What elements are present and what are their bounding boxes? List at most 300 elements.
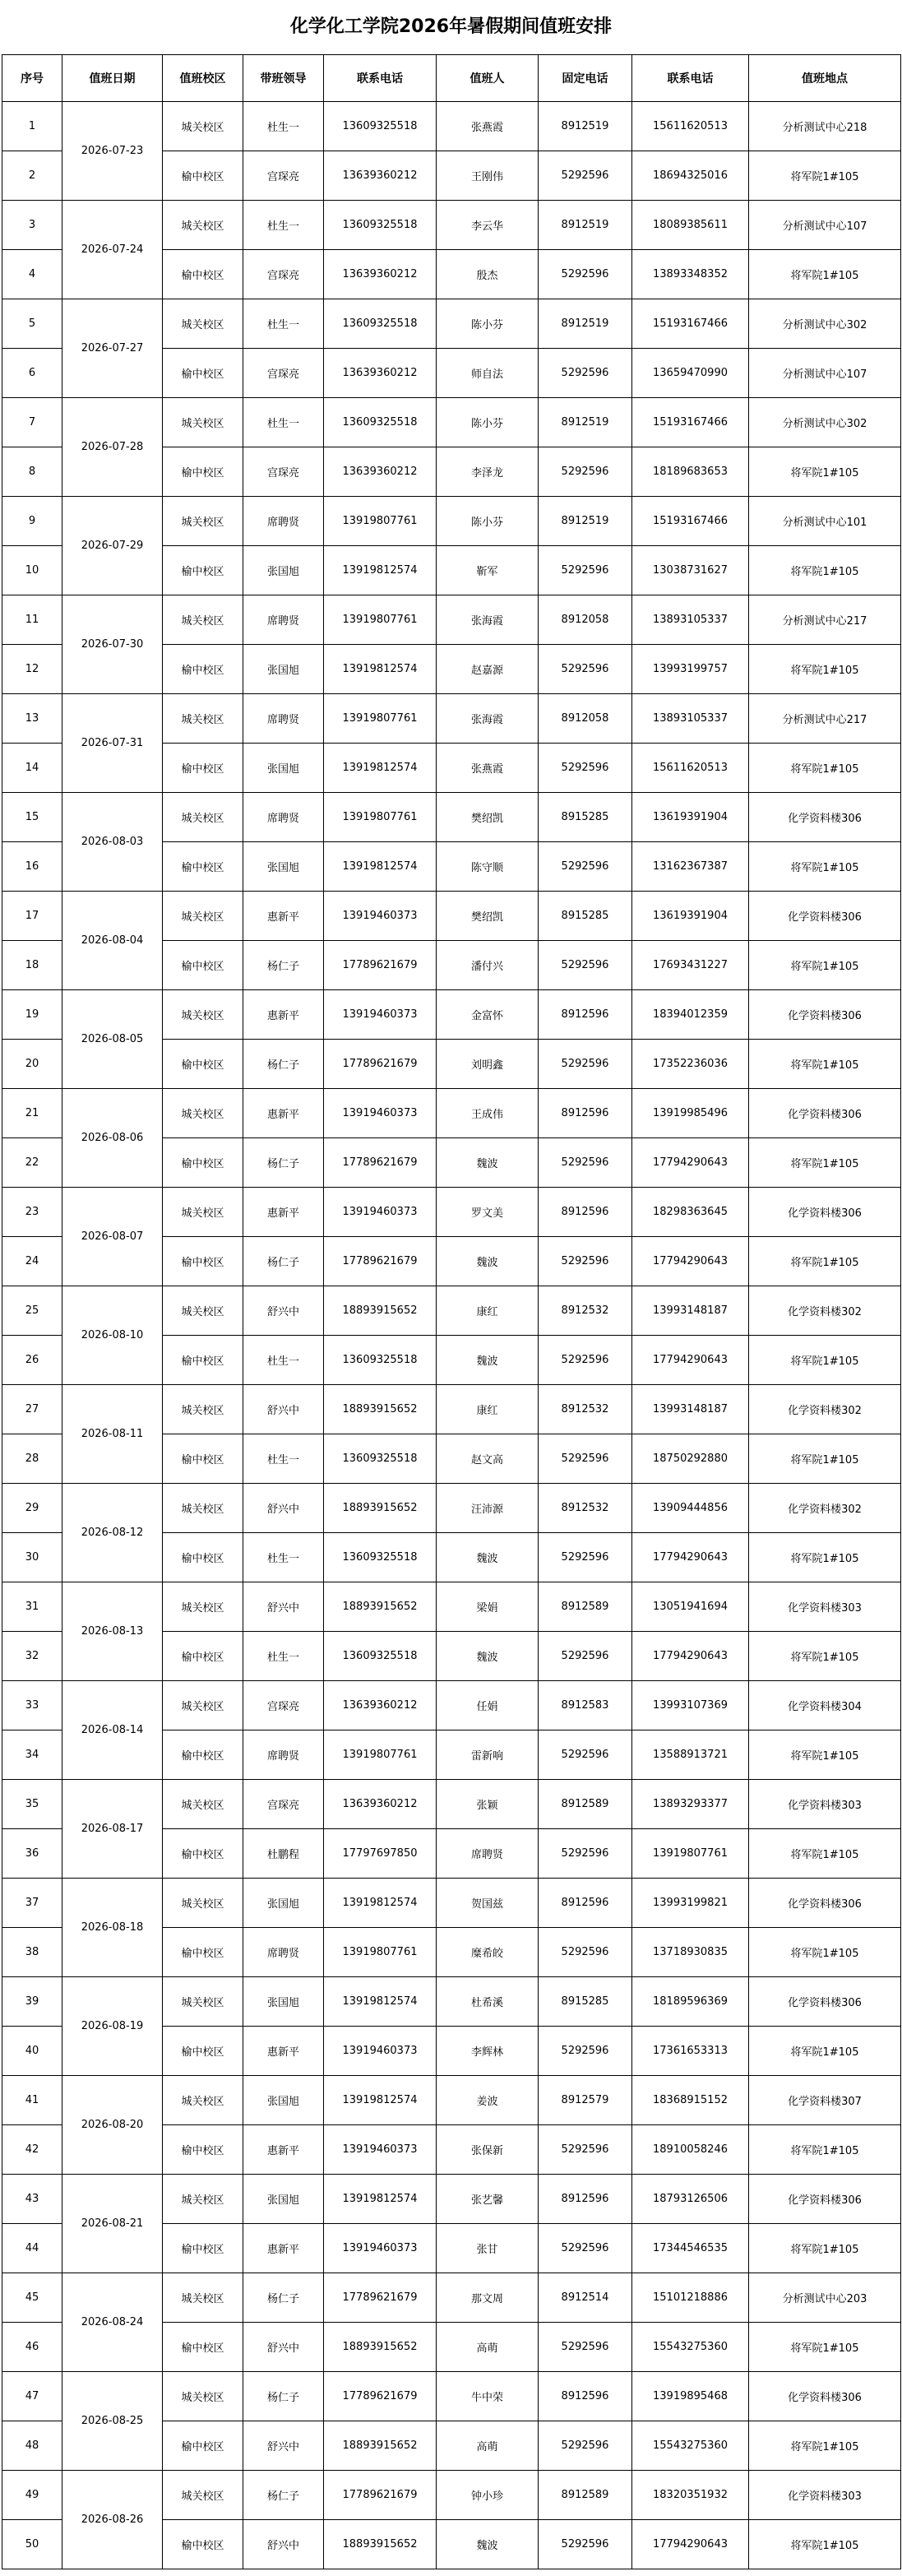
cell-leader: 舒兴中 bbox=[243, 2323, 324, 2372]
cell-leader-phone: 17789621679 bbox=[324, 2273, 437, 2323]
cell-location: 分析测试中心302 bbox=[749, 398, 901, 447]
cell-campus: 城关校区 bbox=[163, 2471, 243, 2520]
cell-leader-phone: 17789621679 bbox=[324, 2372, 437, 2421]
cell-campus: 城关校区 bbox=[163, 1286, 243, 1336]
cell-campus: 城关校区 bbox=[163, 1484, 243, 1533]
cell-campus: 城关校区 bbox=[163, 1582, 243, 1632]
cell-leader-phone: 13919812574 bbox=[324, 1977, 437, 2027]
cell-no: 31 bbox=[2, 1582, 62, 1632]
cell-leader: 宫琛亮 bbox=[243, 349, 324, 398]
cell-staff-phone: 18368915152 bbox=[632, 2076, 749, 2125]
cell-staff-phone: 13893105337 bbox=[632, 595, 749, 645]
cell-no: 14 bbox=[2, 744, 62, 793]
table-row bbox=[2, 102, 901, 151]
cell-fixed-phone: 5292596 bbox=[539, 349, 632, 398]
cell-location: 化学资料楼302 bbox=[749, 1286, 901, 1336]
table-body bbox=[2, 102, 901, 2569]
cell-fixed-phone: 5292596 bbox=[539, 2323, 632, 2372]
cell-date: 2026-08-19 bbox=[62, 1977, 163, 2076]
cell-no: 4 bbox=[2, 250, 62, 299]
cell-staff-phone: 15611620513 bbox=[632, 744, 749, 793]
cell-leader-phone: 13609325518 bbox=[324, 398, 437, 447]
cell-fixed-phone: 5292596 bbox=[539, 546, 632, 595]
cell-location: 化学资料楼306 bbox=[749, 1879, 901, 1928]
cell-campus: 城关校区 bbox=[163, 1188, 243, 1237]
cell-fixed-phone: 8912514 bbox=[539, 2273, 632, 2323]
cell-leader: 杜生一 bbox=[243, 1336, 324, 1385]
cell-staff: 魏波 bbox=[437, 1237, 539, 1286]
cell-leader: 席聘贤 bbox=[243, 1730, 324, 1780]
cell-campus: 榆中校区 bbox=[163, 1730, 243, 1780]
column-header-campus: 值班校区 bbox=[163, 55, 243, 102]
cell-no: 15 bbox=[2, 793, 62, 842]
cell-staff-phone: 18750292880 bbox=[632, 1434, 749, 1484]
cell-no: 10 bbox=[2, 546, 62, 595]
cell-staff-phone: 13038731627 bbox=[632, 546, 749, 595]
column-header-fixed-phone: 固定电话 bbox=[539, 55, 632, 102]
cell-leader: 杜生一 bbox=[243, 1434, 324, 1484]
cell-staff: 陈小芬 bbox=[437, 398, 539, 447]
cell-no: 24 bbox=[2, 1237, 62, 1286]
cell-campus: 榆中校区 bbox=[163, 941, 243, 990]
table-row bbox=[2, 299, 901, 349]
cell-campus: 榆中校区 bbox=[163, 250, 243, 299]
cell-staff: 魏波 bbox=[437, 1533, 539, 1582]
table-row bbox=[2, 990, 901, 1040]
cell-campus: 城关校区 bbox=[163, 892, 243, 941]
cell-no: 22 bbox=[2, 1138, 62, 1188]
cell-location: 将军院1#105 bbox=[749, 1928, 901, 1977]
cell-staff: 梁娟 bbox=[437, 1582, 539, 1632]
cell-staff: 高萌 bbox=[437, 2323, 539, 2372]
cell-no: 9 bbox=[2, 497, 62, 546]
cell-date: 2026-08-21 bbox=[62, 2175, 163, 2273]
cell-leader: 席聘贤 bbox=[243, 793, 324, 842]
cell-leader-phone: 17789621679 bbox=[324, 1040, 437, 1089]
cell-leader-phone: 13919807761 bbox=[324, 694, 437, 744]
cell-location: 将军院1#105 bbox=[749, 2027, 901, 2076]
cell-campus: 榆中校区 bbox=[163, 2027, 243, 2076]
cell-location: 分析测试中心107 bbox=[749, 349, 901, 398]
cell-leader: 张国旭 bbox=[243, 744, 324, 793]
cell-staff: 刘明鑫 bbox=[437, 1040, 539, 1089]
table-row bbox=[2, 1780, 901, 1829]
cell-no: 49 bbox=[2, 2471, 62, 2520]
cell-campus: 城关校区 bbox=[163, 1385, 243, 1434]
table-row bbox=[2, 1879, 901, 1928]
cell-leader-phone: 13639360212 bbox=[324, 1681, 437, 1730]
cell-staff: 张海霞 bbox=[437, 595, 539, 645]
cell-staff-phone: 13893105337 bbox=[632, 694, 749, 744]
cell-no: 38 bbox=[2, 1928, 62, 1977]
cell-leader: 张国旭 bbox=[243, 645, 324, 694]
cell-staff: 姜波 bbox=[437, 2076, 539, 2125]
cell-staff: 李辉林 bbox=[437, 2027, 539, 2076]
cell-staff: 魏波 bbox=[437, 2520, 539, 2569]
page-title: 化学化工学院2026年暑假期间值班安排 bbox=[289, 16, 613, 37]
cell-date: 2026-07-27 bbox=[62, 299, 163, 398]
table-row bbox=[2, 1681, 901, 1730]
cell-staff-phone: 15543275360 bbox=[632, 2421, 749, 2471]
cell-location: 将军院1#105 bbox=[749, 645, 901, 694]
cell-campus: 城关校区 bbox=[163, 1977, 243, 2027]
cell-no: 11 bbox=[2, 595, 62, 645]
cell-staff-phone: 13588913721 bbox=[632, 1730, 749, 1780]
cell-campus: 榆中校区 bbox=[163, 546, 243, 595]
cell-location: 化学资料楼306 bbox=[749, 793, 901, 842]
cell-leader: 杨仁子 bbox=[243, 1138, 324, 1188]
cell-staff-phone: 13993199821 bbox=[632, 1879, 749, 1928]
cell-location: 将军院1#105 bbox=[749, 447, 901, 497]
cell-staff-phone: 17794290643 bbox=[632, 1138, 749, 1188]
cell-staff: 张甘 bbox=[437, 2224, 539, 2273]
table-row bbox=[2, 1188, 901, 1237]
cell-no: 46 bbox=[2, 2323, 62, 2372]
cell-fixed-phone: 8912532 bbox=[539, 1484, 632, 1533]
cell-date: 2026-08-13 bbox=[62, 1582, 163, 1681]
cell-staff: 汪沛源 bbox=[437, 1484, 539, 1533]
cell-date: 2026-08-10 bbox=[62, 1286, 163, 1385]
cell-staff: 那文周 bbox=[437, 2273, 539, 2323]
cell-staff: 殷杰 bbox=[437, 250, 539, 299]
cell-staff: 高萌 bbox=[437, 2421, 539, 2471]
cell-staff: 王成伟 bbox=[437, 1089, 539, 1138]
cell-fixed-phone: 5292596 bbox=[539, 2027, 632, 2076]
cell-location: 分析测试中心203 bbox=[749, 2273, 901, 2323]
cell-staff: 赵嘉源 bbox=[437, 645, 539, 694]
column-header-staff-phone: 联系电话 bbox=[632, 55, 749, 102]
cell-location: 将军院1#105 bbox=[749, 1336, 901, 1385]
cell-fixed-phone: 8912589 bbox=[539, 2471, 632, 2520]
cell-leader: 张国旭 bbox=[243, 2076, 324, 2125]
cell-campus: 榆中校区 bbox=[163, 447, 243, 497]
cell-location: 将军院1#105 bbox=[749, 1632, 901, 1681]
cell-location: 将军院1#105 bbox=[749, 941, 901, 990]
cell-campus: 城关校区 bbox=[163, 1681, 243, 1730]
cell-location: 分析测试中心107 bbox=[749, 201, 901, 250]
cell-staff-phone: 13919807761 bbox=[632, 1829, 749, 1879]
cell-no: 47 bbox=[2, 2372, 62, 2421]
cell-leader-phone: 13919807761 bbox=[324, 1928, 437, 1977]
cell-no: 28 bbox=[2, 1434, 62, 1484]
cell-no: 8 bbox=[2, 447, 62, 497]
cell-fixed-phone: 5292596 bbox=[539, 447, 632, 497]
cell-no: 48 bbox=[2, 2421, 62, 2471]
cell-staff-phone: 15193167466 bbox=[632, 398, 749, 447]
table-row bbox=[2, 694, 901, 744]
cell-leader: 席聘贤 bbox=[243, 694, 324, 744]
cell-fixed-phone: 8912596 bbox=[539, 1188, 632, 1237]
cell-fixed-phone: 8912596 bbox=[539, 2372, 632, 2421]
column-header-staff: 值班人 bbox=[437, 55, 539, 102]
cell-campus: 城关校区 bbox=[163, 2076, 243, 2125]
cell-date: 2026-08-04 bbox=[62, 892, 163, 990]
cell-no: 6 bbox=[2, 349, 62, 398]
cell-location: 分析测试中心218 bbox=[749, 102, 901, 151]
cell-location: 将军院1#105 bbox=[749, 1138, 901, 1188]
cell-no: 1 bbox=[2, 102, 62, 151]
cell-staff-phone: 18793126506 bbox=[632, 2175, 749, 2224]
cell-staff-phone: 13162367387 bbox=[632, 842, 749, 892]
cell-leader-phone: 18893915652 bbox=[324, 2520, 437, 2569]
cell-leader: 惠新平 bbox=[243, 1089, 324, 1138]
cell-leader: 宫琛亮 bbox=[243, 250, 324, 299]
cell-staff: 赵文高 bbox=[437, 1434, 539, 1484]
cell-staff: 魏波 bbox=[437, 1632, 539, 1681]
cell-staff: 康红 bbox=[437, 1286, 539, 1336]
cell-leader-phone: 13919460373 bbox=[324, 1188, 437, 1237]
cell-location: 将军院1#105 bbox=[749, 1040, 901, 1089]
cell-staff: 魏波 bbox=[437, 1336, 539, 1385]
cell-staff-phone: 17794290643 bbox=[632, 1632, 749, 1681]
cell-campus: 城关校区 bbox=[163, 299, 243, 349]
cell-leader-phone: 18893915652 bbox=[324, 2421, 437, 2471]
cell-staff-phone: 15611620513 bbox=[632, 102, 749, 151]
cell-staff-phone: 13051941694 bbox=[632, 1582, 749, 1632]
cell-staff: 贺国兹 bbox=[437, 1879, 539, 1928]
cell-fixed-phone: 8912596 bbox=[539, 1879, 632, 1928]
cell-location: 化学资料楼306 bbox=[749, 990, 901, 1040]
cell-leader: 张国旭 bbox=[243, 1879, 324, 1928]
cell-no: 27 bbox=[2, 1385, 62, 1434]
cell-location: 将军院1#105 bbox=[749, 2125, 901, 2175]
cell-leader-phone: 13919812574 bbox=[324, 1879, 437, 1928]
table-row bbox=[2, 892, 901, 941]
cell-fixed-phone: 5292596 bbox=[539, 2421, 632, 2471]
cell-leader-phone: 13919812574 bbox=[324, 645, 437, 694]
cell-leader-phone: 13919812574 bbox=[324, 744, 437, 793]
cell-staff: 席聘贤 bbox=[437, 1829, 539, 1879]
cell-fixed-phone: 8915285 bbox=[539, 793, 632, 842]
cell-campus: 城关校区 bbox=[163, 1879, 243, 1928]
cell-leader-phone: 13639360212 bbox=[324, 1780, 437, 1829]
cell-leader: 惠新平 bbox=[243, 990, 324, 1040]
cell-leader-phone: 13639360212 bbox=[324, 447, 437, 497]
cell-leader: 杜生一 bbox=[243, 1533, 324, 1582]
cell-staff-phone: 18089385611 bbox=[632, 201, 749, 250]
cell-staff-phone: 18189596369 bbox=[632, 1977, 749, 2027]
cell-leader-phone: 13639360212 bbox=[324, 151, 437, 201]
cell-campus: 榆中校区 bbox=[163, 1829, 243, 1879]
cell-leader: 宫琛亮 bbox=[243, 1681, 324, 1730]
cell-leader: 张国旭 bbox=[243, 546, 324, 595]
cell-fixed-phone: 5292596 bbox=[539, 842, 632, 892]
cell-location: 将军院1#105 bbox=[749, 1237, 901, 1286]
cell-leader-phone: 13609325518 bbox=[324, 299, 437, 349]
cell-location: 将军院1#105 bbox=[749, 2421, 901, 2471]
cell-fixed-phone: 8912596 bbox=[539, 1089, 632, 1138]
cell-leader: 舒兴中 bbox=[243, 1484, 324, 1533]
table-row bbox=[2, 2372, 901, 2421]
cell-location: 将军院1#105 bbox=[749, 1434, 901, 1484]
cell-campus: 榆中校区 bbox=[163, 349, 243, 398]
cell-campus: 城关校区 bbox=[163, 2273, 243, 2323]
cell-leader-phone: 13919460373 bbox=[324, 892, 437, 941]
cell-staff-phone: 13893293377 bbox=[632, 1780, 749, 1829]
cell-campus: 榆中校区 bbox=[163, 1138, 243, 1188]
cell-staff-phone: 13993148187 bbox=[632, 1286, 749, 1336]
cell-leader: 惠新平 bbox=[243, 2224, 324, 2273]
cell-campus: 城关校区 bbox=[163, 201, 243, 250]
cell-leader-phone: 18893915652 bbox=[324, 1484, 437, 1533]
duty-schedule-table bbox=[2, 54, 901, 2569]
cell-leader: 张国旭 bbox=[243, 1977, 324, 2027]
cell-staff-phone: 18189683653 bbox=[632, 447, 749, 497]
cell-leader: 杨仁子 bbox=[243, 2471, 324, 2520]
table-row bbox=[2, 398, 901, 447]
cell-staff-phone: 15193167466 bbox=[632, 497, 749, 546]
cell-fixed-phone: 8912589 bbox=[539, 1780, 632, 1829]
cell-staff-phone: 13919895468 bbox=[632, 2372, 749, 2421]
cell-no: 19 bbox=[2, 990, 62, 1040]
cell-date: 2026-08-03 bbox=[62, 793, 163, 892]
cell-no: 35 bbox=[2, 1780, 62, 1829]
cell-campus: 榆中校区 bbox=[163, 151, 243, 201]
cell-staff: 靳军 bbox=[437, 546, 539, 595]
cell-location: 分析测试中心302 bbox=[749, 299, 901, 349]
cell-fixed-phone: 5292596 bbox=[539, 1730, 632, 1780]
cell-leader: 杨仁子 bbox=[243, 2273, 324, 2323]
cell-staff-phone: 13619391904 bbox=[632, 892, 749, 941]
cell-staff: 任娟 bbox=[437, 1681, 539, 1730]
cell-leader: 杜鹏程 bbox=[243, 1829, 324, 1879]
cell-staff: 张颖 bbox=[437, 1780, 539, 1829]
cell-leader-phone: 17789621679 bbox=[324, 1138, 437, 1188]
cell-fixed-phone: 5292596 bbox=[539, 645, 632, 694]
cell-no: 5 bbox=[2, 299, 62, 349]
cell-campus: 榆中校区 bbox=[163, 2323, 243, 2372]
cell-location: 化学资料楼303 bbox=[749, 1582, 901, 1632]
cell-location: 分析测试中心101 bbox=[749, 497, 901, 546]
cell-location: 化学资料楼306 bbox=[749, 1188, 901, 1237]
cell-leader: 杜生一 bbox=[243, 1632, 324, 1681]
cell-leader-phone: 17797697850 bbox=[324, 1829, 437, 1879]
cell-campus: 城关校区 bbox=[163, 2175, 243, 2224]
cell-campus: 城关校区 bbox=[163, 497, 243, 546]
cell-location: 将军院1#105 bbox=[749, 250, 901, 299]
cell-staff: 钟小珍 bbox=[437, 2471, 539, 2520]
cell-leader: 宫琛亮 bbox=[243, 151, 324, 201]
cell-staff-phone: 17794290643 bbox=[632, 1533, 749, 1582]
cell-no: 12 bbox=[2, 645, 62, 694]
cell-leader: 宫琛亮 bbox=[243, 447, 324, 497]
cell-leader-phone: 13639360212 bbox=[324, 349, 437, 398]
cell-leader-phone: 18893915652 bbox=[324, 2323, 437, 2372]
cell-staff: 雷新响 bbox=[437, 1730, 539, 1780]
cell-staff: 李泽龙 bbox=[437, 447, 539, 497]
cell-location: 化学资料楼302 bbox=[749, 1385, 901, 1434]
cell-leader-phone: 13919812574 bbox=[324, 546, 437, 595]
cell-staff: 王刚伟 bbox=[437, 151, 539, 201]
cell-date: 2026-07-23 bbox=[62, 102, 163, 201]
cell-fixed-phone: 5292596 bbox=[539, 941, 632, 990]
table-row bbox=[2, 2175, 901, 2224]
cell-fixed-phone: 8912519 bbox=[539, 201, 632, 250]
table-header-row bbox=[2, 55, 901, 102]
cell-leader-phone: 13919812574 bbox=[324, 2175, 437, 2224]
cell-fixed-phone: 8912519 bbox=[539, 299, 632, 349]
cell-date: 2026-07-29 bbox=[62, 497, 163, 595]
cell-campus: 榆中校区 bbox=[163, 2520, 243, 2569]
cell-date: 2026-07-31 bbox=[62, 694, 163, 793]
cell-staff-phone: 17352236036 bbox=[632, 1040, 749, 1089]
cell-leader: 杜生一 bbox=[243, 201, 324, 250]
cell-leader-phone: 13919460373 bbox=[324, 2027, 437, 2076]
cell-location: 化学资料楼306 bbox=[749, 1089, 901, 1138]
table-row bbox=[2, 595, 901, 645]
cell-staff-phone: 18694325016 bbox=[632, 151, 749, 201]
cell-location: 将军院1#105 bbox=[749, 744, 901, 793]
cell-leader-phone: 13919807761 bbox=[324, 793, 437, 842]
cell-staff-phone: 13993148187 bbox=[632, 1385, 749, 1434]
cell-campus: 榆中校区 bbox=[163, 1237, 243, 1286]
cell-fixed-phone: 5292596 bbox=[539, 1434, 632, 1484]
cell-no: 43 bbox=[2, 2175, 62, 2224]
cell-location: 分析测试中心217 bbox=[749, 595, 901, 645]
cell-leader: 杜生一 bbox=[243, 398, 324, 447]
cell-location: 化学资料楼303 bbox=[749, 2471, 901, 2520]
cell-no: 3 bbox=[2, 201, 62, 250]
cell-staff-phone: 13718930835 bbox=[632, 1928, 749, 1977]
cell-fixed-phone: 8912519 bbox=[539, 398, 632, 447]
cell-staff-phone: 18320351932 bbox=[632, 2471, 749, 2520]
cell-staff-phone: 13893348352 bbox=[632, 250, 749, 299]
cell-location: 将军院1#105 bbox=[749, 1730, 901, 1780]
cell-date: 2026-07-28 bbox=[62, 398, 163, 497]
cell-leader: 席聘贤 bbox=[243, 1928, 324, 1977]
cell-no: 37 bbox=[2, 1879, 62, 1928]
cell-no: 30 bbox=[2, 1533, 62, 1582]
cell-campus: 城关校区 bbox=[163, 2372, 243, 2421]
cell-date: 2026-08-11 bbox=[62, 1385, 163, 1484]
cell-leader-phone: 13919807761 bbox=[324, 1730, 437, 1780]
cell-date: 2026-08-24 bbox=[62, 2273, 163, 2372]
cell-date: 2026-08-26 bbox=[62, 2471, 163, 2569]
cell-location: 化学资料楼307 bbox=[749, 2076, 901, 2125]
cell-staff: 魏波 bbox=[437, 1138, 539, 1188]
cell-staff-phone: 18394012359 bbox=[632, 990, 749, 1040]
cell-leader: 杜生一 bbox=[243, 299, 324, 349]
cell-location: 将军院1#105 bbox=[749, 546, 901, 595]
cell-date: 2026-08-05 bbox=[62, 990, 163, 1089]
cell-date: 2026-08-06 bbox=[62, 1089, 163, 1188]
table-row bbox=[2, 1582, 901, 1632]
cell-leader: 舒兴中 bbox=[243, 1286, 324, 1336]
cell-campus: 城关校区 bbox=[163, 1780, 243, 1829]
cell-fixed-phone: 8912058 bbox=[539, 595, 632, 645]
cell-leader-phone: 13609325518 bbox=[324, 1336, 437, 1385]
cell-date: 2026-08-18 bbox=[62, 1879, 163, 1977]
cell-fixed-phone: 5292596 bbox=[539, 1632, 632, 1681]
table-row bbox=[2, 1089, 901, 1138]
cell-no: 34 bbox=[2, 1730, 62, 1780]
cell-no: 23 bbox=[2, 1188, 62, 1237]
cell-leader: 宫琛亮 bbox=[243, 1780, 324, 1829]
cell-leader: 席聘贤 bbox=[243, 595, 324, 645]
cell-staff-phone: 17361653313 bbox=[632, 2027, 749, 2076]
cell-location: 将军院1#105 bbox=[749, 2520, 901, 2569]
cell-staff-phone: 13909444856 bbox=[632, 1484, 749, 1533]
cell-fixed-phone: 5292596 bbox=[539, 1336, 632, 1385]
column-header-date: 值班日期 bbox=[62, 55, 163, 102]
cell-location: 将军院1#105 bbox=[749, 1533, 901, 1582]
cell-fixed-phone: 8912532 bbox=[539, 1385, 632, 1434]
cell-fixed-phone: 8912519 bbox=[539, 102, 632, 151]
cell-staff: 牛中荣 bbox=[437, 2372, 539, 2421]
cell-leader: 席聘贤 bbox=[243, 497, 324, 546]
cell-location: 将军院1#105 bbox=[749, 842, 901, 892]
cell-no: 13 bbox=[2, 694, 62, 744]
